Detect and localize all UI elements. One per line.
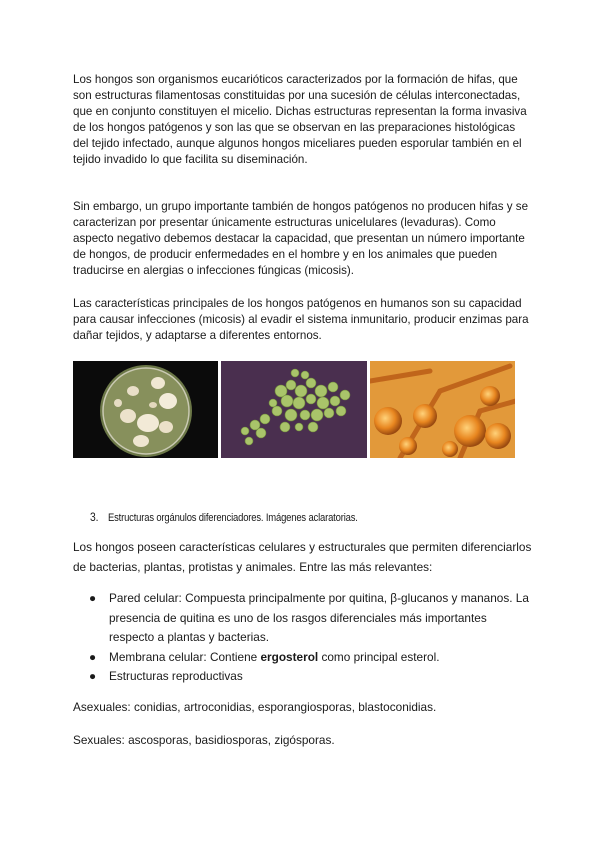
yeast-cells-image	[221, 361, 366, 458]
list-item-text-pre: Membrana celular: Contiene	[109, 649, 261, 664]
fungal-hyphae-image	[370, 361, 515, 458]
bullet-icon: ●	[89, 591, 97, 605]
image-strip	[73, 361, 515, 458]
list-item-bold: ergosterol	[260, 649, 319, 664]
asexuales-line: Asexuales: conidias, artroconidias, esporangiosporas, blastoconidias.	[73, 700, 437, 714]
bullet-icon: ●	[89, 669, 97, 683]
list-item-text: Pared celular: Compuesta principalmente por quitina, β-glucanos y mananos. La presencia de quitina es uno de los rasgos diferenciales más importantes respecto a plantas y bacterias.	[109, 591, 529, 644]
list-item-reproductivas	[73, 667, 533, 687]
paragraph-levaduras: Sin embargo, un grupo importante también de hongos patógenos no producen hifas y se caracterizan por presentar únicamente estructuras unicelulares (levaduras). Como aspecto negativo debemos destacar la capacidad, que presentan un número importante de hongos, de producir enfermedades en el hombre y en los animales que pueden traducirse en alergias o infecciones fúngicas (micosis).	[73, 200, 529, 277]
section-number: 3.	[90, 510, 99, 524]
structure-list	[73, 589, 533, 687]
petri-dish-image	[73, 361, 218, 458]
list-item-text-post: como principal esterol.	[318, 649, 440, 664]
section-heading	[90, 510, 358, 524]
list-item-pared	[73, 589, 533, 648]
paragraph-hifas: Los hongos son organismos eucarióticos caracterizados por la formación de hifas, que son estructuras filamentosas constituidas por una sucesión de células interconectadas, que en conjunto constituyen el micelio. Dichas estructuras representan la forma invasiva de los hongos patógenos y son las que se observan en las preparaciones histológicas del tejido infectado, aunque algunos hongos miceliares pueden esporular también en el tejido invadido lo que facilita su diseminación.	[73, 73, 527, 166]
bullet-icon: ●	[89, 649, 97, 664]
paragraph-caracteristicas: Las características principales de los hongos patógenos en humanos son su capacidad para causar infecciones (micosis) al evadir el sistema inmunitario, producir enzimas para dañar tejidos, y adaptarse a diferentes entornos.	[73, 297, 529, 342]
list-item-text: Estructuras reproductivas	[109, 669, 243, 683]
section-title: Estructuras orgánulos diferenciadores. Imágenes aclaratorias.	[107, 512, 358, 524]
sexuales-line: Sexuales: ascosporas, basidiosporas, zigósporas.	[73, 733, 335, 747]
list-item-membrana	[73, 648, 533, 668]
intro-paragraph: Los hongos poseen características celulares y estructurales que permiten diferenciarlos de bacterias, plantas, protistas y animales. Entre las más relevantes:	[73, 540, 532, 574]
